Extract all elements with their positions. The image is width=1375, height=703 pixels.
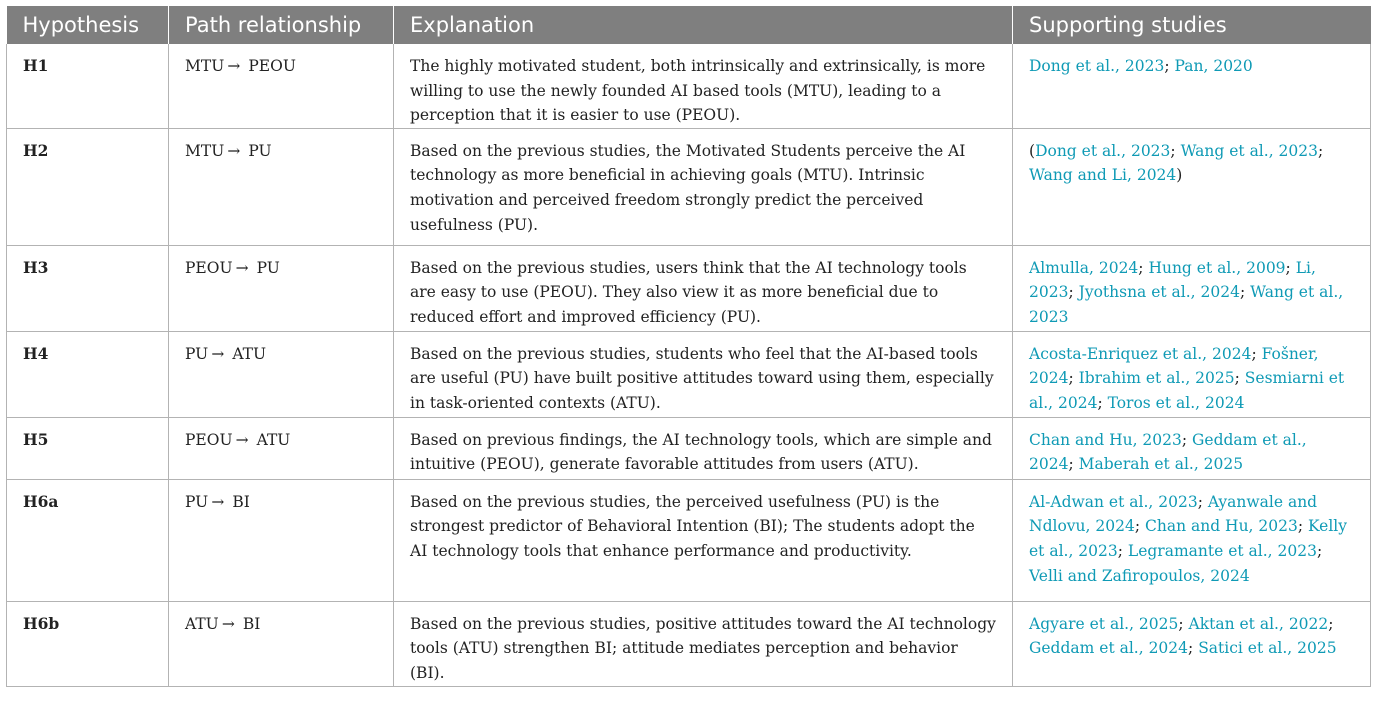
citation-link[interactable]: Wang et al., 2023: [1029, 283, 1344, 326]
citation-link[interactable]: Pan, 2020: [1174, 57, 1253, 75]
citation-link[interactable]: Ibrahim et al., 2025: [1078, 369, 1235, 388]
citation-separator: ;: [1068, 283, 1079, 302]
path-relationship: MTU → PU: [169, 128, 394, 245]
supporting-studies: [1013, 417, 1371, 479]
header-supporting-studies: Supporting studies: [1013, 6, 1371, 44]
explanation-text: Based on the previous studies, positive attitudes toward the AI technology tools (ATU) strengthen BI; attitude mediates perception and behavior (BI).: [394, 601, 1013, 686]
hypothesis-id: H4: [7, 331, 169, 417]
explanation-text: Based on previous findings, the AI technology tools, which are simple and intuitive (PEOU), generate favorable attitudes from users (ATU).: [394, 417, 1013, 479]
supporting-studies: [1013, 479, 1371, 601]
citation-link[interactable]: Ayanwale and Ndlovu, 2024: [1029, 492, 1318, 536]
table-row: [7, 331, 1371, 417]
hypothesis-id: H1: [7, 44, 169, 128]
citation-separator: ;: [1318, 141, 1324, 160]
citation-separator: ;: [1097, 393, 1108, 412]
citation-link[interactable]: Wang et al., 2023: [1180, 141, 1318, 160]
citation-separator: ;: [1285, 258, 1296, 277]
supporting-studies: [1013, 44, 1371, 128]
citation-link[interactable]: Chan and Hu, 2023: [1029, 430, 1182, 449]
citation-link[interactable]: Velli and Zafiropoulos, 2024: [1029, 566, 1250, 585]
citation-link[interactable]: Dong et al., 2023: [1035, 141, 1171, 160]
citation-separator: ;: [1316, 541, 1323, 560]
hypothesis-id: H5: [7, 417, 169, 479]
explanation-text: Based on the previous studies, users think that the AI technology tools are easy to use (PEOU). They also view it as more beneficial due to reduced effort and improved efficiency (PU).: [394, 245, 1013, 331]
supporting-studies: [1013, 128, 1371, 245]
citation-link[interactable]: Maberah et al., 2025: [1078, 455, 1244, 474]
citation-link[interactable]: Wang and Li, 2024: [1029, 166, 1177, 185]
citation-separator: ;: [1297, 517, 1309, 536]
citation-link[interactable]: Al-Adwan et al., 2023: [1029, 492, 1198, 511]
supporting-studies: [1013, 331, 1371, 417]
header-path-relationship: Path relationship: [169, 6, 394, 44]
citation-link[interactable]: Satici et al., 2025: [1198, 639, 1337, 658]
citation-separator: (: [1029, 141, 1036, 160]
citation-separator: ;: [1164, 57, 1175, 75]
hypotheses-table: [6, 6, 1371, 687]
citation-separator: ;: [1068, 369, 1079, 388]
path-relationship: PU → ATU: [169, 331, 394, 417]
path-relationship: PEOU → ATU: [169, 417, 394, 479]
citation-link[interactable]: Chan and Hu, 2023: [1144, 517, 1298, 536]
citation-separator: ;: [1170, 141, 1181, 160]
citation-link[interactable]: Hung et al., 2009: [1148, 258, 1286, 277]
citation-link[interactable]: Fošner, 2024: [1029, 344, 1319, 388]
citation-link[interactable]: Almulla, 2024: [1029, 258, 1139, 277]
path-relationship: PU → BI: [169, 479, 394, 601]
citation-link[interactable]: Aktan et al., 2022: [1188, 614, 1329, 633]
supporting-studies: [1013, 245, 1371, 331]
citation-link[interactable]: Dong et al., 2023: [1029, 57, 1165, 75]
citation-separator: ;: [1239, 283, 1251, 302]
citation-separator: ;: [1117, 541, 1128, 560]
citation-separator: ;: [1251, 344, 1262, 363]
hypothesis-id: H6a: [7, 479, 169, 601]
citation-separator: ;: [1234, 369, 1245, 388]
citation-link[interactable]: Agyare et al., 2025: [1029, 614, 1179, 633]
table-row: [7, 44, 1371, 128]
supporting-studies: [1013, 601, 1371, 686]
table-row: [7, 128, 1371, 245]
table-row: [7, 479, 1371, 601]
header-explanation: Explanation: [394, 6, 1013, 44]
citation-link[interactable]: Jyothsna et al., 2024: [1078, 283, 1240, 302]
explanation-text: The highly motivated student, both intrinsically and extrinsically, is more willing to use the newly founded AI based tools (MTU), leading to a perception that it is easier to use (PEOU).: [394, 44, 1013, 128]
citation-link[interactable]: Geddam et al., 2024: [1029, 639, 1189, 658]
citation-separator: ): [1176, 166, 1183, 185]
hypothesis-id: H3: [7, 245, 169, 331]
header-hypothesis: Hypothesis: [7, 6, 169, 44]
citation-separator: ;: [1134, 517, 1145, 536]
explanation-text: Based on the previous studies, the Motivated Students perceive the AI technology as more beneficial in achieving goals (MTU). Intrinsic motivation and perceived freedom strongly predict the perceived usefulness (PU).: [394, 128, 1013, 245]
citation-separator: ;: [1068, 455, 1079, 474]
citation-separator: ;: [1197, 492, 1208, 511]
hypothesis-id: H6b: [7, 601, 169, 686]
table-row: [7, 245, 1371, 331]
table-row: [7, 601, 1371, 686]
citation-link[interactable]: Li, 2023: [1029, 258, 1316, 302]
citation-separator: ;: [1178, 614, 1189, 633]
citation-link[interactable]: Acosta-Enriquez et al., 2024: [1029, 344, 1252, 363]
hypothesis-id: H2: [7, 128, 169, 245]
citation-link[interactable]: Toros et al., 2024: [1107, 393, 1245, 412]
citation-separator: ;: [1181, 430, 1193, 449]
citation-link[interactable]: Sesmiarni et al., 2024: [1029, 369, 1345, 412]
path-relationship: ATU → BI: [169, 601, 394, 686]
explanation-text: Based on the previous studies, students who feel that the AI-based tools are useful (PU) have built positive attitudes toward using them, especially in task-oriented contexts (ATU).: [394, 331, 1013, 417]
header-row: [7, 6, 1371, 44]
citation-link[interactable]: Geddam et al., 2024: [1029, 430, 1307, 474]
table-row: [7, 417, 1371, 479]
citation-separator: ;: [1188, 639, 1199, 658]
citation-separator: ;: [1328, 614, 1334, 633]
explanation-text: Based on the previous studies, the perceived usefulness (PU) is the strongest predictor of Behavioral Intention (BI); The students adopt the AI technology tools that enhance performance and productivity.: [394, 479, 1013, 601]
citation-link[interactable]: Legramante et al., 2023: [1127, 541, 1317, 560]
path-relationship: MTU → PEOU: [169, 44, 394, 128]
path-relationship: PEOU → PU: [169, 245, 394, 331]
citation-link[interactable]: Kelly et al., 2023: [1029, 517, 1348, 560]
citation-separator: ;: [1138, 258, 1149, 277]
